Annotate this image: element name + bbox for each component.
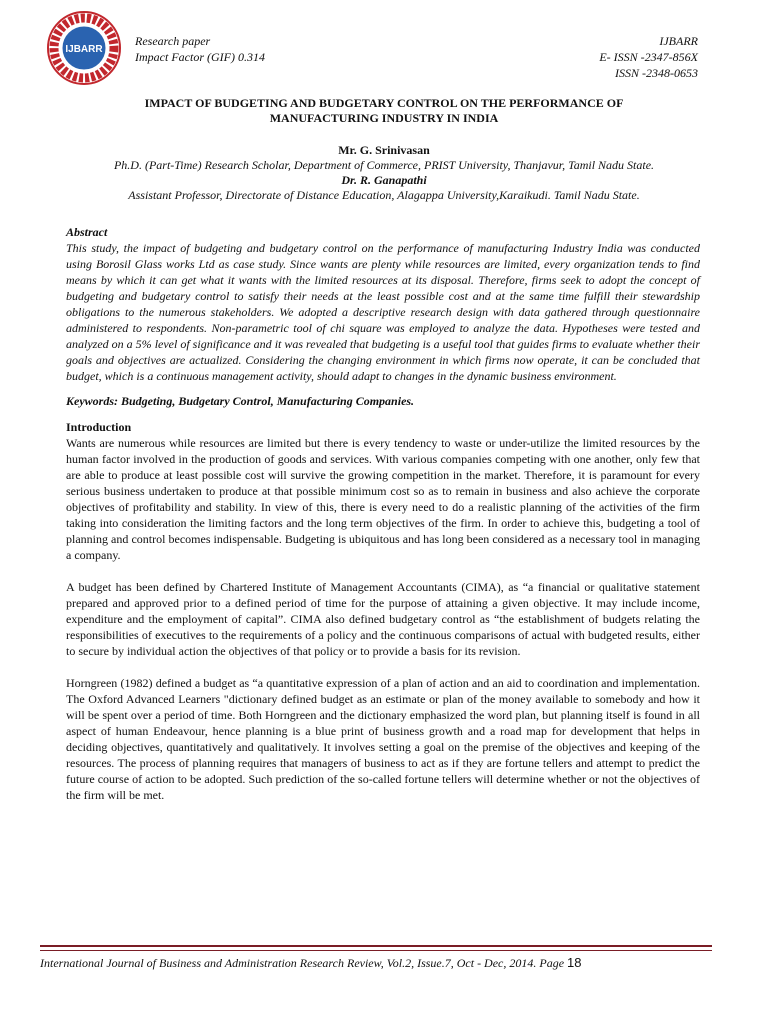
paper-title: IMPACT OF BUDGETING AND BUDGETARY CONTROL ON THE PERFORMANCE OF MANUFACTURING INDUSTRY IN INDIA xyxy=(144,96,624,125)
footer-rule-thick xyxy=(40,945,712,947)
intro-paragraph-3: Horngreen (1982) defined a budget as “a quantitative expression of a plan of action and an aid to coordination and implementation. The Oxford Advanced Learners "dictionary defined budget as an estimate or plan of the money available to somebody and how it will be spent over a period of time. Both Horngreen and the dictionary emphasized the word plan, but planning itself is found in all aspect of human Endeavour, hence planning is a blue print of business growth and a road map for development that helps in deciding objectives, quantitatively and qualitatively. It involves setting a goal on the premise of the objectives and keeping of the resources. The process of planning requires that managers of business to act as if they are fortune tellers and attempt to predict the future course of action to be adopted. Such prediction of the so-called fortune tellers will determine whether or not the objectives of the firm will be met. xyxy=(66,676,700,802)
keywords: Keywords: Budgeting, Budgetary Control, Manufacturing Companies. xyxy=(66,394,415,408)
footer-rule-thin xyxy=(40,950,712,951)
issn: ISSN -2348-0653 xyxy=(615,66,698,80)
journal-code: IJBARR xyxy=(659,34,698,48)
paper-body xyxy=(66,224,700,803)
abstract-heading: Abstract xyxy=(66,225,108,239)
intro-paragraph-2: A budget has been defined by Chartered Institute of Management Accountants (CIMA), as “a financial or qualitative statement prepared and approved prior to a defined period of time for the purpose of attaining a given objective. It may include income, expenditure and the employment of capital”. CIMA also defined budgetary control as “the establishment of budgets relating the responsibilities of executives to the requirements of a policy and the continuous comparisons of actual with budgeted results, either to secure by individual action the objectives of that policy or to provide a basis for its revision. xyxy=(66,580,700,658)
footer xyxy=(40,955,582,971)
introduction-heading: Introduction xyxy=(66,420,132,434)
impact-factor: Impact Factor (GIF) 0.314 xyxy=(135,50,265,64)
header-left xyxy=(135,33,265,65)
e-issn: E- ISSN -2347-856X xyxy=(599,50,698,64)
author1-affiliation: Ph.D. (Part-Time) Research Scholar, Department of Commerce, PRIST University, Thanjavur, Tamil Nadu State. xyxy=(113,158,655,172)
abstract-text: This study, the impact of budgeting and budgetary control on the performance of manufacturing Industry India was conducted using Borosil Glass works Ltd as case study. Since wants are plenty while resources are limited, every organization tends to find means by which it can get what it wants with the limited resources at its disposal. Therefore, firms seek to adopt the concept of budgeting and budgetary control to satisfy their needs at the least possible cost and at the same time fulfill their stewardship obligations to the numerous stakeholders. We adopted a descriptive research design with data gathered through questionnaire administered to respondents. Non-parametric tool of chi square was employed to analyze the data. Hypotheses were tested and analyzed on a 5% level of significance and it was revealed that budgeting is a useful tool that guides firms to evaluate whether their goals and objectives are actualized. Considering the changing environment in which firms now operate, it can be concluded that budget, which is a continuous management activity, should adapt to changes in the dynamic business environment. xyxy=(66,241,700,383)
page-number: 18 xyxy=(567,955,582,970)
intro-paragraph-1: Wants are numerous while resources are limited but there is every tendency to waste or under-utilize the limited resources by the human factor involved in the production of goods and services. With various companies competing with one another, only few that are able to produce at least possible cost will survive the growing competition in the market. Therefore, it is paramount for every serious business undertaken to produce at that possible minimum cost so as to remain in business and also achieve the corporate objectives of profitability and stability. In view of this, there is every need to do a realistic planning of the activities of the firm taking into consideration the limiting factors and the long term objectives of the firm. In order to achieve this, budgeting a tool of planning and control becomes indispensable. Budgeting is ubiquitous and has long been considered as a necessary tool in managing a company. xyxy=(66,436,700,562)
header-right xyxy=(599,33,698,81)
author2-name: Dr. R. Ganapathi xyxy=(341,173,427,187)
logo-text: IJBARR xyxy=(65,44,103,55)
paper-type: Research paper xyxy=(135,34,211,48)
journal-logo xyxy=(44,8,124,88)
author1-name: Mr. G. Srinivasan xyxy=(338,143,430,157)
footer-journal: International Journal of Business and Administration Research Review, Vol.2, Issue.7, Oct - Dec, 2014. Page xyxy=(40,956,565,970)
author2-affiliation: Assistant Professor, Directorate of Distance Education, Alagappa University,Karaikudi. Tamil Nadu State. xyxy=(128,188,640,202)
author-block xyxy=(66,143,702,203)
